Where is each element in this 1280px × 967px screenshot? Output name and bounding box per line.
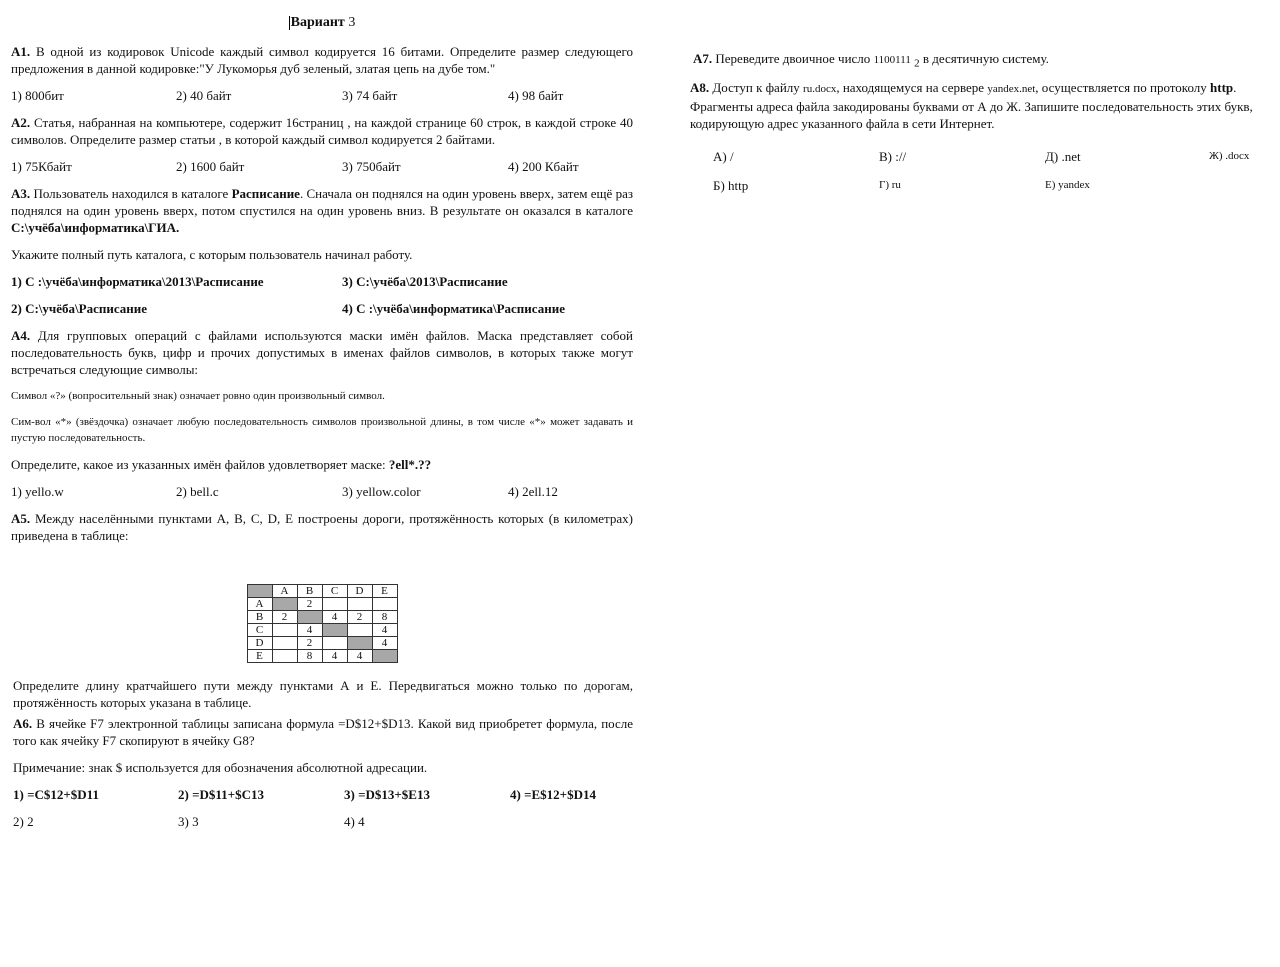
- answer-option: 1) 800бит: [11, 88, 64, 103]
- table-cell: [272, 598, 297, 611]
- question-a8: А8. Доступ к файлу ru.docx, находящемуся на сервере yandex.net, осуществляется по протоколу http. Фрагменты адреса файла закодированы буквами от А до Ж. Запишите последовательность этих букв, кодирующую адрес указанного файла в сети Интернет.: [690, 79, 1253, 131]
- question-a3: А3. Пользователь находился в каталоге Расписание. Сначала он поднялся на один уровень вверх, затем ещё раз поднялся на один уровень вверх, потом спустился на один уровень вниз. В результате он оказался в каталоге С:\учёба\информатика\ГИА.: [11, 186, 634, 235]
- table-cell: 4: [347, 650, 372, 663]
- table-cell: A: [272, 585, 297, 598]
- road-table-wrap: [11, 584, 633, 663]
- answer-option: 3) =D$13+$E13: [344, 787, 430, 802]
- answer-option: А) /: [713, 148, 734, 164]
- text-cursor: [289, 16, 290, 30]
- table-cell: 8: [372, 611, 397, 624]
- answer-option: 2) bell.c: [176, 484, 219, 499]
- table-cell: [322, 624, 347, 637]
- table-cell: [272, 624, 297, 637]
- answers-a3: [11, 273, 633, 317]
- answer-option: 1) =C$12+$D11: [13, 787, 99, 802]
- answer-option: 4) С :\учёба\информатика\Расписание: [342, 301, 565, 316]
- table-cell: 2: [272, 611, 297, 624]
- table-cell: D: [347, 585, 372, 598]
- answers-a1: [11, 87, 633, 104]
- question-number: А1.: [11, 44, 31, 59]
- question-number: А2.: [11, 115, 31, 130]
- answer-option: 2) 40 байт: [176, 88, 232, 103]
- table-cell: 4: [372, 624, 397, 637]
- answer-option: 3) 3: [178, 814, 199, 829]
- binary-number: 1100111: [873, 54, 911, 66]
- answer-option: 4) =E$12+$D14: [510, 787, 596, 802]
- table-cell: B: [297, 585, 322, 598]
- answer-option: 3) С:\учёба\2013\Расписание: [342, 274, 508, 289]
- mask-rule-star: Сим-вол «*» (звёздочка) означает любую последовательность символов произвольной длины, в том числе «*» может задавать и пустую последовательность.: [11, 416, 633, 444]
- table-cell: C: [322, 585, 347, 598]
- question-a2: [11, 114, 633, 148]
- answer-option: 4) 98 байт: [508, 88, 564, 103]
- question-a5-prompt: Определите длину кратчайшего пути между пунктами А и Е. Передвигаться можно только по дорогам, протяжённость которых указана в таблице.: [13, 678, 633, 710]
- table-cell: [322, 637, 347, 650]
- question-number: А3.: [11, 186, 31, 201]
- answer-option: 4) 2ell.12: [508, 484, 558, 499]
- answer-option: 3) 750байт: [342, 159, 401, 174]
- table-cell: B: [247, 611, 272, 624]
- table-cell: [347, 624, 372, 637]
- question-number: А6.: [13, 716, 33, 731]
- answer-option: 2) 2: [13, 814, 34, 829]
- answer-option: Г) ru: [879, 178, 901, 191]
- question-a6-note: Примечание: знак $ используется для обозначения абсолютной адресации.: [13, 760, 428, 775]
- file-mask: ?ell*.??: [388, 457, 432, 472]
- table-cell: [322, 598, 347, 611]
- table-cell: [272, 650, 297, 663]
- question-number: А4.: [11, 328, 31, 343]
- question-text: В одной из кодировок Unicode каждый символ кодируется 16 битами. Определите размер следующего предложения в данной кодировке:"У Лукоморья дуб зеленый, златая цепь на дубе том.": [11, 44, 633, 76]
- question-a4: [11, 327, 633, 378]
- question-a4-prompt: Определите, какое из указанных имён файлов удовлетворяет маске: ?ell*.??: [11, 457, 432, 472]
- answers-a6: [13, 786, 633, 803]
- answer-option: 4) 200 Кбайт: [508, 159, 579, 174]
- table-row: [247, 611, 397, 624]
- question-number: А7.: [693, 51, 713, 66]
- table-cell: [347, 637, 372, 650]
- table-row: [247, 637, 397, 650]
- file-name: ru.docx: [803, 82, 837, 95]
- protocol-name: http: [1210, 79, 1234, 95]
- answer-option: Б) http: [713, 177, 749, 193]
- table-cell: 4: [297, 624, 322, 637]
- number-base: 2: [914, 57, 920, 70]
- table-cell: A: [247, 598, 272, 611]
- question-a6: [13, 715, 633, 749]
- answers-a2: [11, 158, 633, 175]
- right-column: [690, 50, 1270, 194]
- table-cell: [372, 598, 397, 611]
- answer-option: Е) yandex: [1045, 178, 1090, 191]
- table-cell: [297, 611, 322, 624]
- table-row: [247, 598, 397, 611]
- question-text: В ячейке F7 электронной таблицы записана формула =D$12+$D13. Какой вид приобретет формула, после того как ячейку F7 скопируют в ячейку G8?: [13, 716, 633, 748]
- table-cell: 4: [372, 637, 397, 650]
- answer-option: В) ://: [879, 148, 907, 164]
- table-cell: [272, 637, 297, 650]
- mask-rule-question: Символ «?» (вопросительный знак) означает ровно один произвольный символ.: [11, 390, 385, 402]
- server-name: yandex.net: [987, 82, 1036, 95]
- answer-option: 2) 1600 байт: [176, 159, 245, 174]
- table-cell: E: [372, 585, 397, 598]
- table-cell: D: [247, 637, 272, 650]
- table-header-row: [247, 585, 397, 598]
- table-cell: 8: [297, 650, 322, 663]
- question-a3-prompt: Укажите полный путь каталога, с которым пользователь начинал работу.: [11, 247, 413, 262]
- table-cell: E: [247, 650, 272, 663]
- table-cell: 2: [347, 611, 372, 624]
- answers-a8: [713, 148, 1270, 194]
- table-cell: [372, 650, 397, 663]
- table-row: [247, 650, 397, 663]
- table-cell: 2: [297, 598, 322, 611]
- left-column: [11, 14, 633, 840]
- table-cell: C: [247, 624, 272, 637]
- question-a1: [11, 43, 633, 77]
- question-text: Между населёнными пунктами А, В, С, D, Е построены дороги, протяжённость которых (в километрах) приведена в таблице:: [11, 511, 633, 543]
- answer-option: 1) 75Кбайт: [11, 159, 72, 174]
- question-text: Для групповых операций с файлами используются маски имён файлов. Маска представляет собой последовательность букв, цифр и прочих допустимых в именах файлов символов, в которых также могут встречаться следующие символы:: [11, 328, 633, 377]
- answers-a4: [11, 483, 633, 500]
- answer-option: Д) .net: [1045, 148, 1081, 164]
- answers-a6-extra: [13, 813, 633, 830]
- table-cell: [347, 598, 372, 611]
- table-cell: 4: [322, 611, 347, 624]
- answer-option: 3) yellow.color: [342, 484, 421, 499]
- answer-option: 2) С:\учёба\Расписание: [11, 301, 147, 316]
- answer-option: 4) 4: [344, 814, 365, 829]
- question-text: Статья, набранная на компьютере, содержит 16страниц , на каждой странице 60 строк, в каждой строке 40 символов. Определите размер статьи , в которой каждый символ кодируется 2 байтами.: [11, 115, 633, 147]
- answer-option: Ж) .docx: [1209, 149, 1250, 162]
- table-cell: 4: [322, 650, 347, 663]
- answer-option: 3) 74 байт: [342, 88, 398, 103]
- question-a7: А7. Переведите двоичное число 1100111 $_2$ в десятичную систему.: [693, 51, 1049, 70]
- road-table: [247, 584, 398, 663]
- answer-option: 2) =D$11+$C13: [178, 787, 264, 802]
- table-cell: [247, 585, 272, 598]
- answer-option: 1) С :\учёба\информатика\2013\Расписание: [11, 274, 264, 289]
- page-title: Вариант 3: [290, 15, 356, 30]
- table-row: [247, 624, 397, 637]
- question-number: А5.: [11, 511, 31, 526]
- question-number: А8.: [690, 79, 710, 95]
- answer-option: 1) yello.w: [11, 484, 64, 499]
- question-a5: [11, 510, 633, 544]
- table-cell: 2: [297, 637, 322, 650]
